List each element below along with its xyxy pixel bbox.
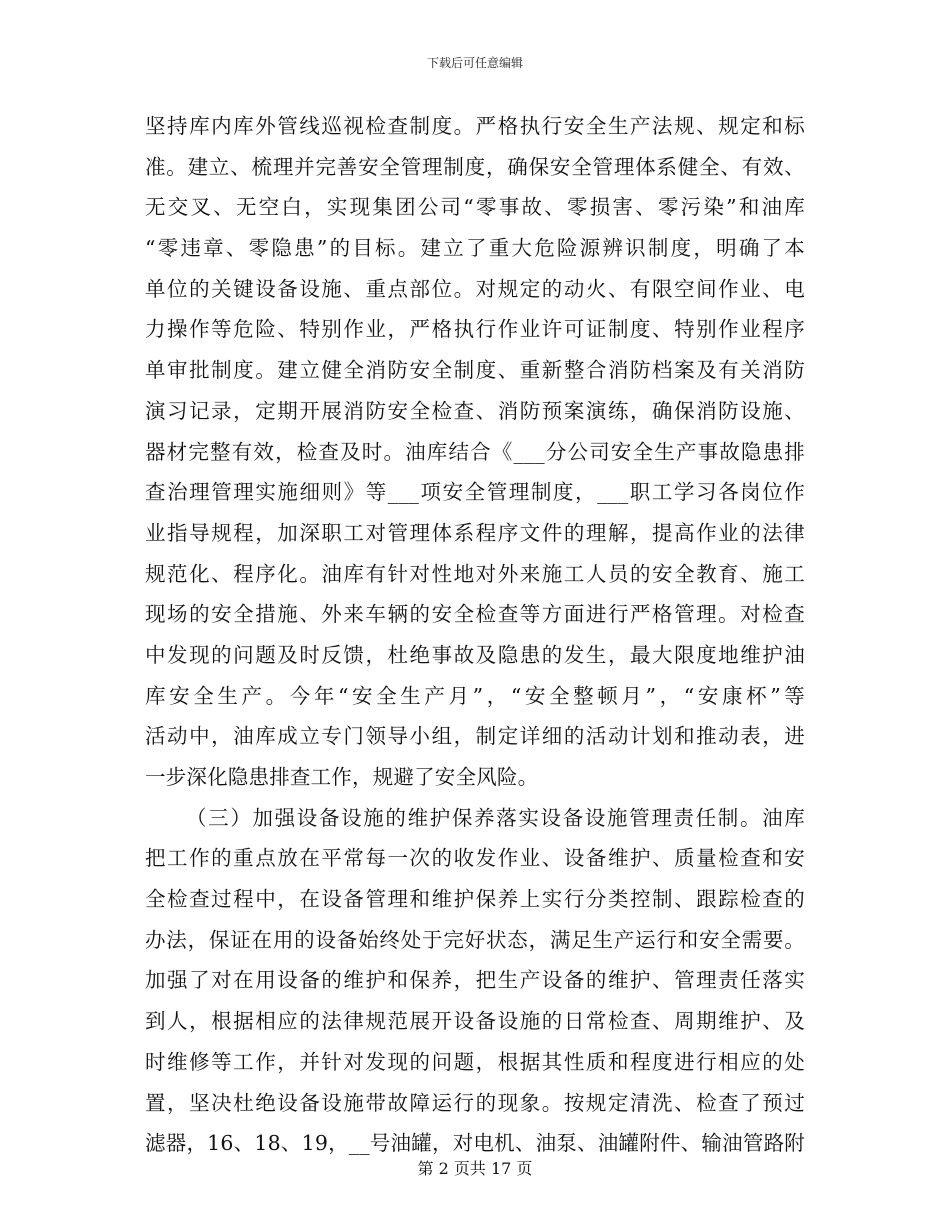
text-line: 时维修等工作，并针对发现的问题，根据其性质和程度进行相应的处	[145, 1049, 805, 1074]
text-line: 坚持库内库外管线巡视检查制度。严格执行安全生产法规、规定和标	[145, 114, 805, 138]
text-line: 规范化、程序化。油库有针对性地对外来施工人员的安全教育、施工	[145, 561, 805, 586]
text-line: （三）加强设备设施的维护保养落实设备设施管理责任制。油库	[186, 805, 805, 830]
page-header: 下载后可任意编辑	[426, 56, 523, 70]
text-line: 查治理管理实施细则》等___项安全管理制度，___职工学习各岗位作	[145, 480, 805, 505]
text-line: 活动中，油库成立专门领导小组，制定详细的活动计划和推动表，进	[145, 724, 805, 749]
text-line: 单审批制度。建立健全消防安全制度、重新整合消防档案及有关消防	[145, 358, 805, 383]
text-line: 加强了对在用设备的维护和保养，把生产设备的维护、管理责任落实	[145, 968, 805, 993]
text-line: 一步深化隐患排查工作，规避了安全风险。	[145, 765, 539, 789]
text-line: 力操作等危险、特别作业，严格执行作业许可证制度、特别作业程序	[145, 317, 805, 342]
text-line: 中发现的问题及时反馈，杜绝事故及隐患的发生，最大限度地维护油	[145, 642, 805, 667]
text-line: 到人，根据相应的法律规范展开设备设施的日常检查、周期维护、及	[145, 1009, 805, 1034]
text-line: 器材完整有效，检查及时。油库结合《___分公司安全生产事故隐患排	[145, 439, 805, 464]
document-body	[145, 106, 805, 1164]
text-line: 全检查过程中，在设备管理和维护保养上实行分类控制、跟踪检查的	[145, 887, 805, 912]
text-line: 演习记录，定期开展消防安全检查、消防预案演练，确保消防设施、	[145, 398, 805, 423]
text-line: 把工作的重点放在平常每一次的收发作业、设备维护、质量检查和安	[145, 846, 805, 871]
text-line: 滤器，16、18、19，__号油罐，对电机、油泵、油罐附件、输油管路附	[145, 1131, 805, 1156]
text-line: 置，坚决杜绝设备设施带故障运行的现象。按规定清洗、检查了预过	[145, 1090, 805, 1115]
text-line: 库安全生产。今年“安全生产月”，“安全整顿月”，“安康杯”等	[145, 683, 805, 708]
text-line: 准。建立、梳理并完善安全管理制度，确保安全管理体系健全、有效、	[145, 154, 805, 179]
text-line: 单位的关键设备设施、重点部位。对规定的动火、有限空间作业、电	[145, 276, 805, 301]
text-line: “零违章、零隐患”的目标。建立了重大危险源辨识制度，明确了本	[145, 236, 805, 261]
text-line: 无交叉、无空白，实现集团公司“零事故、零损害、零污染”和油库	[145, 195, 805, 220]
page-footer: 第 2 页共 17 页	[417, 1159, 533, 1178]
text-line: 现场的安全措施、外来车辆的安全检查等方面进行严格管理。对检查	[145, 602, 805, 627]
text-line: 办法，保证在用的设备始终处于完好状态，满足生产运行和安全需要。	[145, 927, 805, 952]
text-line: 业指导规程，加深职工对管理体系程序文件的理解，提高作业的法律	[145, 520, 805, 545]
